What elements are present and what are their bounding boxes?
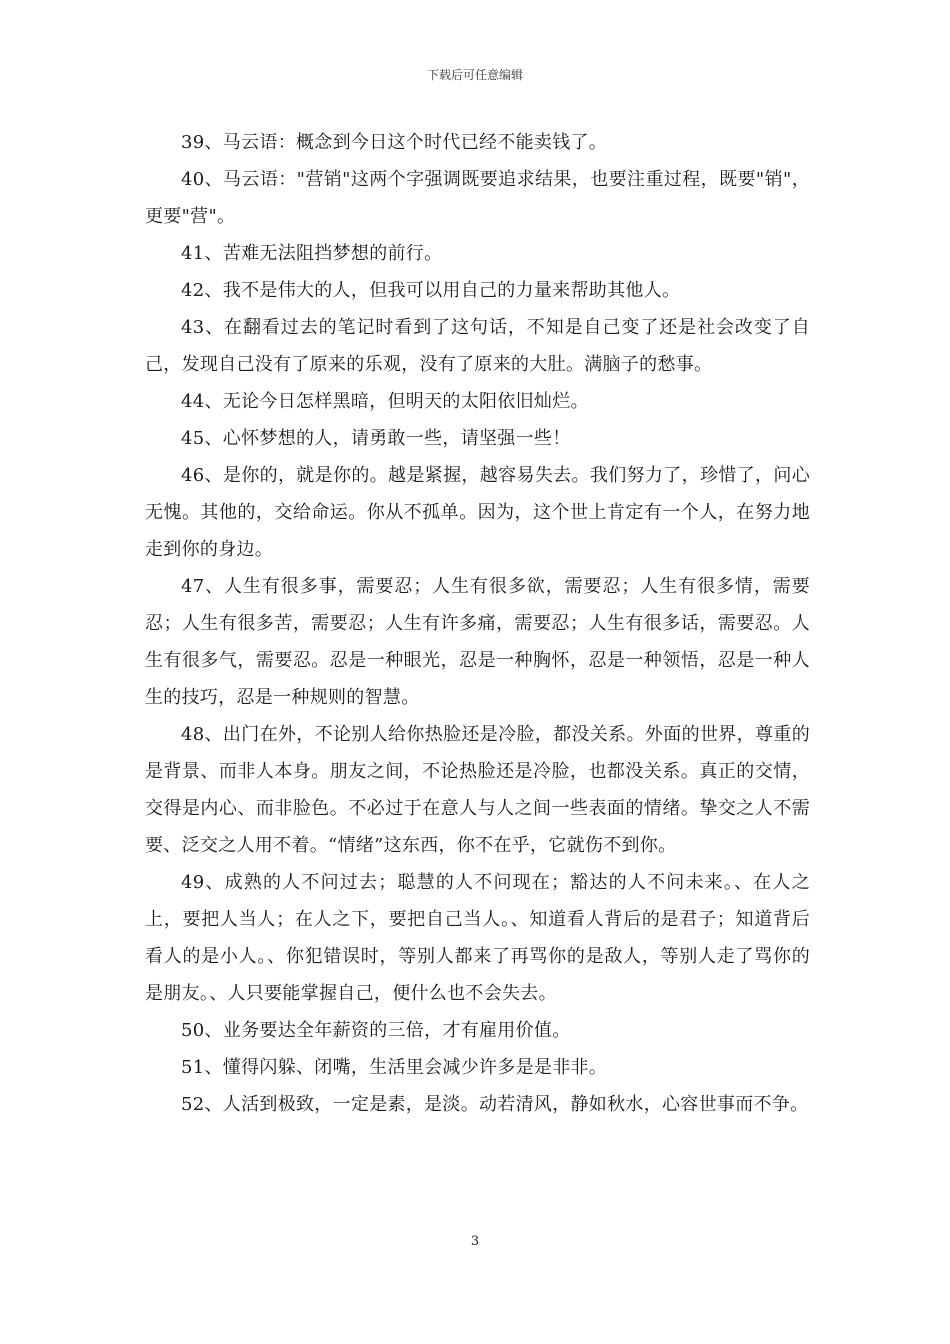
- quote-paragraph-42: 42、我不是伟大的人，但我可以用自己的力量来帮助其他人。: [181, 280, 681, 301]
- quote-paragraph-51: 51、懂得闪躲、闭嘴，生活里会减少许多是是非非。: [181, 1057, 608, 1078]
- quote-paragraph-41: 41、苦难无法阻挡梦想的前行。: [181, 243, 443, 264]
- quote-paragraph-48: 48、出门在外，不论别人给你热脸还是冷脸，都没关系。外面的世界，尊重的是背景、而非人本身。朋友之间，不论热脸还是冷脸，也都没关系。真正的交情，交得是内心、而非脸色。不必过于在意人与人之间一些表面的情绪。挚交之人不需要、泛交之人用不着。“情绪”这东西，你不在乎，它就伤不到你。: [145, 724, 810, 856]
- quote-paragraph-45: 45、心怀梦想的人，请勇敢一些，请坚强一些！: [181, 428, 571, 449]
- document-body: [145, 124, 810, 1123]
- quote-paragraph-47: 47、人生有很多事，需要忍；人生有很多欲，需要忍；人生有很多情，需要忍；人生有很多苦，需要忍；人生有许多痛，需要忍；人生有很多话，需要忍。人生有很多气，需要忍。忍是一种眼光，忍是一种胸怀，忍是一种领悟，忍是一种人生的技巧，忍是一种规则的智慧。: [145, 576, 810, 708]
- quote-paragraph-40: 40、马云语："营销"这两个字强调既要追求结果，也要注重过程，既要"销"，更要"营"。: [145, 169, 810, 227]
- quote-paragraph-49: 49、成熟的人不问过去；聪慧的人不问现在；豁达的人不问未来。、在人之上，要把人当人；在人之下，要把自己当人。、知道看人背后的是君子；知道背后看人的是小人。、你犯错误时，等别人都来了再骂你的是敌人，等别人走了骂你的是朋友。、人只要能掌握自己，便什么也不会失去。: [145, 872, 810, 1004]
- quote-paragraph-52: 52、人活到极致，一定是素，是淡。动若清风，静如秋水，心容世事而不争。: [181, 1094, 809, 1115]
- quote-paragraph-44: 44、无论今日怎样黑暗，但明天的太阳依旧灿烂。: [181, 391, 589, 412]
- quote-paragraph-39: 39、马云语：概念到今日这个时代已经不能卖钱了。: [181, 132, 608, 153]
- quote-paragraph-43: 43、在翻看过去的笔记时看到了这句话，不知是自己变了还是社会改变了自己，发现自己没有了原来的乐观，没有了原来的大肚。满脑子的愁事。: [145, 317, 810, 375]
- page-header: 下载后可任意编辑: [426, 68, 523, 82]
- quote-paragraph-50: 50、业务要达全年薪资的三倍，才有雇用价值。: [181, 1020, 571, 1041]
- quote-paragraph-46: 46、是你的，就是你的。越是紧握，越容易失去。我们努力了，珍惜了，问心无愧。其他的，交给命运。你从不孤单。因为，这个世上肯定有一个人，在努力地走到你的身边。: [145, 465, 810, 560]
- page-number: 3: [470, 1234, 480, 1249]
